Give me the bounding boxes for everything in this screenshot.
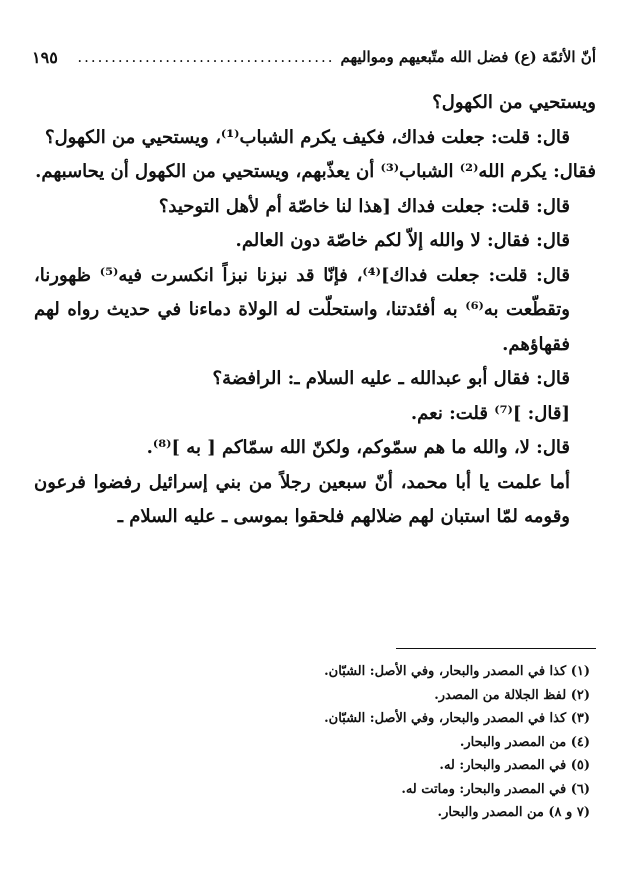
footnote: (١) كذا في المصدر والبحار، وفي الأصل: الشبّان.	[324, 664, 590, 679]
main-text	[34, 86, 596, 535]
paragraph: قال: لا، والله ما هم سمّوكم، ولكنّ الله سمّاكم [ به ]⁽⁸⁾.	[146, 437, 570, 458]
running-header	[32, 44, 596, 70]
paragraph: أما علمت يا أبا محمد، أنّ سبعين رجلاً من بني إسرائيل رفضوا فرعون وقومه لمّا استبان لهم ضلالهم فلحقوا بموسى ـ عليه السلام ـ	[34, 471, 570, 527]
footnotes	[34, 660, 596, 825]
footnote: (٤) من المصدر والبحار.	[459, 734, 590, 750]
paragraph: قال: فقال أبو عبدالله ـ عليه السلام ـ: الرافضة؟	[212, 368, 570, 389]
footnote: (٢) لفظ الجلالة من المصدر.	[434, 687, 590, 703]
paragraph: [قال: ]⁽⁷⁾ قلت: نعم.	[410, 402, 570, 424]
footnote: (٥) في المصدر والبحار: له.	[439, 758, 590, 773]
footnote-divider	[396, 648, 596, 649]
paragraph: ويستحيي من الكهول؟	[432, 92, 596, 113]
paragraph: قال: قلت: جعلت فداك]⁽⁴⁾، فإنّا قد نبزنا نبزاً انكسرت فيه⁽⁵⁾ ظهورنا، وتقطّعت به⁽⁶⁾ به أفئدتنا، واستحلّت له الولاة دماءنا في حديث رواه لهم فقهاؤهم.	[34, 264, 570, 355]
paragraph: قال: قلت: جعلت فداك [هذا لنا خاصّة أم لأهل التوحيد؟	[158, 195, 570, 217]
footnote: (٣) كذا في المصدر والبحار، وفي الأصل: الشبّان.	[324, 711, 590, 726]
footnote: (٧ و ٨) من المصدر والبحار.	[437, 805, 590, 820]
page-number: ١٩٥	[32, 47, 58, 67]
footnote: (٦) في المصدر والبحار: وماتت له.	[401, 781, 590, 797]
paragraph: فقال: يكرم الله⁽²⁾ الشباب⁽³⁾ أن يعذّبهم، ويستحيي من الكهول أن يحاسبهم.	[35, 161, 596, 182]
header-title: أنّ الأئمّة (ع) فضل الله متّبعيهم ومواليهم	[340, 48, 596, 66]
paragraph: قال: فقال: لا والله إلاّ لكم خاصّة دون العالم.	[235, 230, 570, 251]
header-leader-dots: ......................................	[77, 48, 335, 66]
paragraph: قال: قلت: جعلت فداك، فكيف يكرم الشباب⁽¹⁾، ويستحيي من الكهول؟	[45, 126, 570, 148]
